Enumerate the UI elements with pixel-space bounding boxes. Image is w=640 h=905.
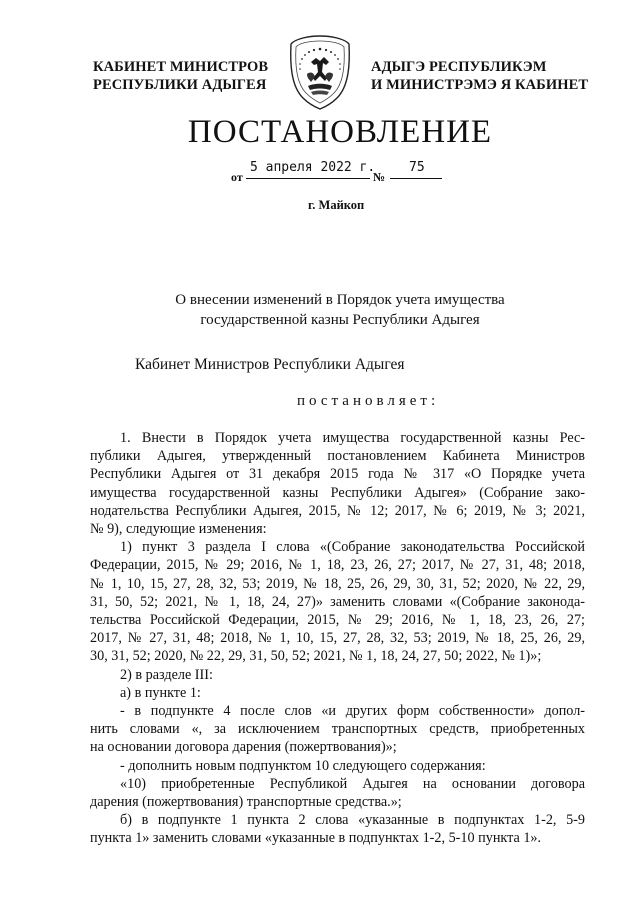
header-left <box>93 58 268 94</box>
body-line: 30, 31, 52; 2020, № 22, 29, 31, 50, 52; 2021, № 1, 18, 24, 27, 50; 2022, № 1)»; <box>90 648 542 665</box>
header-right <box>371 58 588 94</box>
body-line: Республики Адыгея от 31 декабря 2015 года № 317 «О Порядке учета <box>90 466 585 483</box>
body-line: 2017, № 27, 31, 48; 2018, № 1, 10, 15, 27, 28, 32, 53; 2019, № 18, 25, 26, 29, <box>90 630 585 647</box>
document-number: 75 <box>409 160 425 175</box>
date-from-label: от <box>231 170 243 184</box>
date-value: 5 апреля 2022 г. <box>250 160 376 175</box>
body-line: нить словами «, за исключением транспортных средств, приобретенных <box>90 721 585 738</box>
subject-line: О внесении изменений в Порядок учета имущества <box>175 292 505 308</box>
resolves-word: постановляет: <box>297 393 440 409</box>
issuer: Кабинет Министров Республики Адыгея <box>135 356 405 373</box>
body-line: имущества государственной казны Республики Адыгея» (Собрание зако- <box>90 484 585 501</box>
header-right-line: АДЫГЭ РЕСПУБЛИКЭМ <box>371 59 547 75</box>
body-line: - в подпункте 4 после слов «и других форм собственности» допол- <box>120 703 585 720</box>
coat-of-arms-icon <box>287 34 353 110</box>
body-line: пункта 1» заменить словами «указанные в подпунктах 1-2, 5-10 пункта 1». <box>90 830 542 847</box>
body-line: № 1, 10, 15, 27, 28, 32, 53; 2019, № 18, 25, 26, 29, 30, 31, 52; 2020, № 22, 29, <box>90 575 585 592</box>
body-line: Федерации, 2015, № 29; 2016, № 1, 18, 23, 26, 27; 2017, № 27, 31, 48; 2018, <box>90 557 585 574</box>
body-line: на основании договора дарения (пожертвования)»; <box>90 739 397 756</box>
body-line: дарения (пожертвования) транспортные средства.»; <box>90 794 402 811</box>
body-line: 31, 50, 52; 2021, № 1, 18, 24, 27)» заменить словами «(Собрание законода- <box>90 593 585 610</box>
body-line: тельства Российской Федерации, 2015, № 29; 2016, № 1, 18, 23, 26, 27; <box>90 612 585 629</box>
body-line: нодательства Республики Адыгея, 2015, № 12; 2017, № 6; 2019, № 3; 2021, <box>90 502 585 519</box>
number-label: № <box>373 170 386 184</box>
body-line: № 9), следующие изменения: <box>90 521 267 538</box>
body-line: - дополнить новым подпунктом 10 следующего содержания: <box>120 757 486 774</box>
document-body <box>90 429 585 848</box>
number-underline <box>390 178 442 179</box>
body-line: 1) пункт 3 раздела I слова «(Собрание законодательства Российской <box>120 539 585 556</box>
header-left-line: КАБИНЕТ МИНИСТРОВ <box>93 59 269 75</box>
document-subject <box>0 290 640 330</box>
body-line: б) в подпункте 1 пункта 2 слова «указанные в подпунктах 1-2, 5-9 <box>120 812 585 829</box>
city: г. Майкоп <box>308 198 365 212</box>
subject-line: государственной казны Республики Адыгея <box>200 312 480 328</box>
header-right-line: И МИНИСТРЭМЭ Я КАБИНЕТ <box>371 77 589 93</box>
body-line: публики Адыгея, утвержденный постановлением Кабинета Министров <box>90 448 585 465</box>
body-line: 2) в разделе III: <box>120 666 213 683</box>
header-left-line: РЕСПУБЛИКИ АДЫГЕЯ <box>93 77 267 93</box>
date-underline <box>246 178 370 179</box>
document-title: ПОСТАНОВЛЕНИЕ <box>187 114 493 150</box>
body-line: 1. Внести в Порядок учета имущества государственной казны Рес- <box>120 430 585 446</box>
body-line: а) в пункте 1: <box>120 684 201 701</box>
body-line: «10) приобретенные Республикой Адыгея на основании договора <box>120 775 585 792</box>
